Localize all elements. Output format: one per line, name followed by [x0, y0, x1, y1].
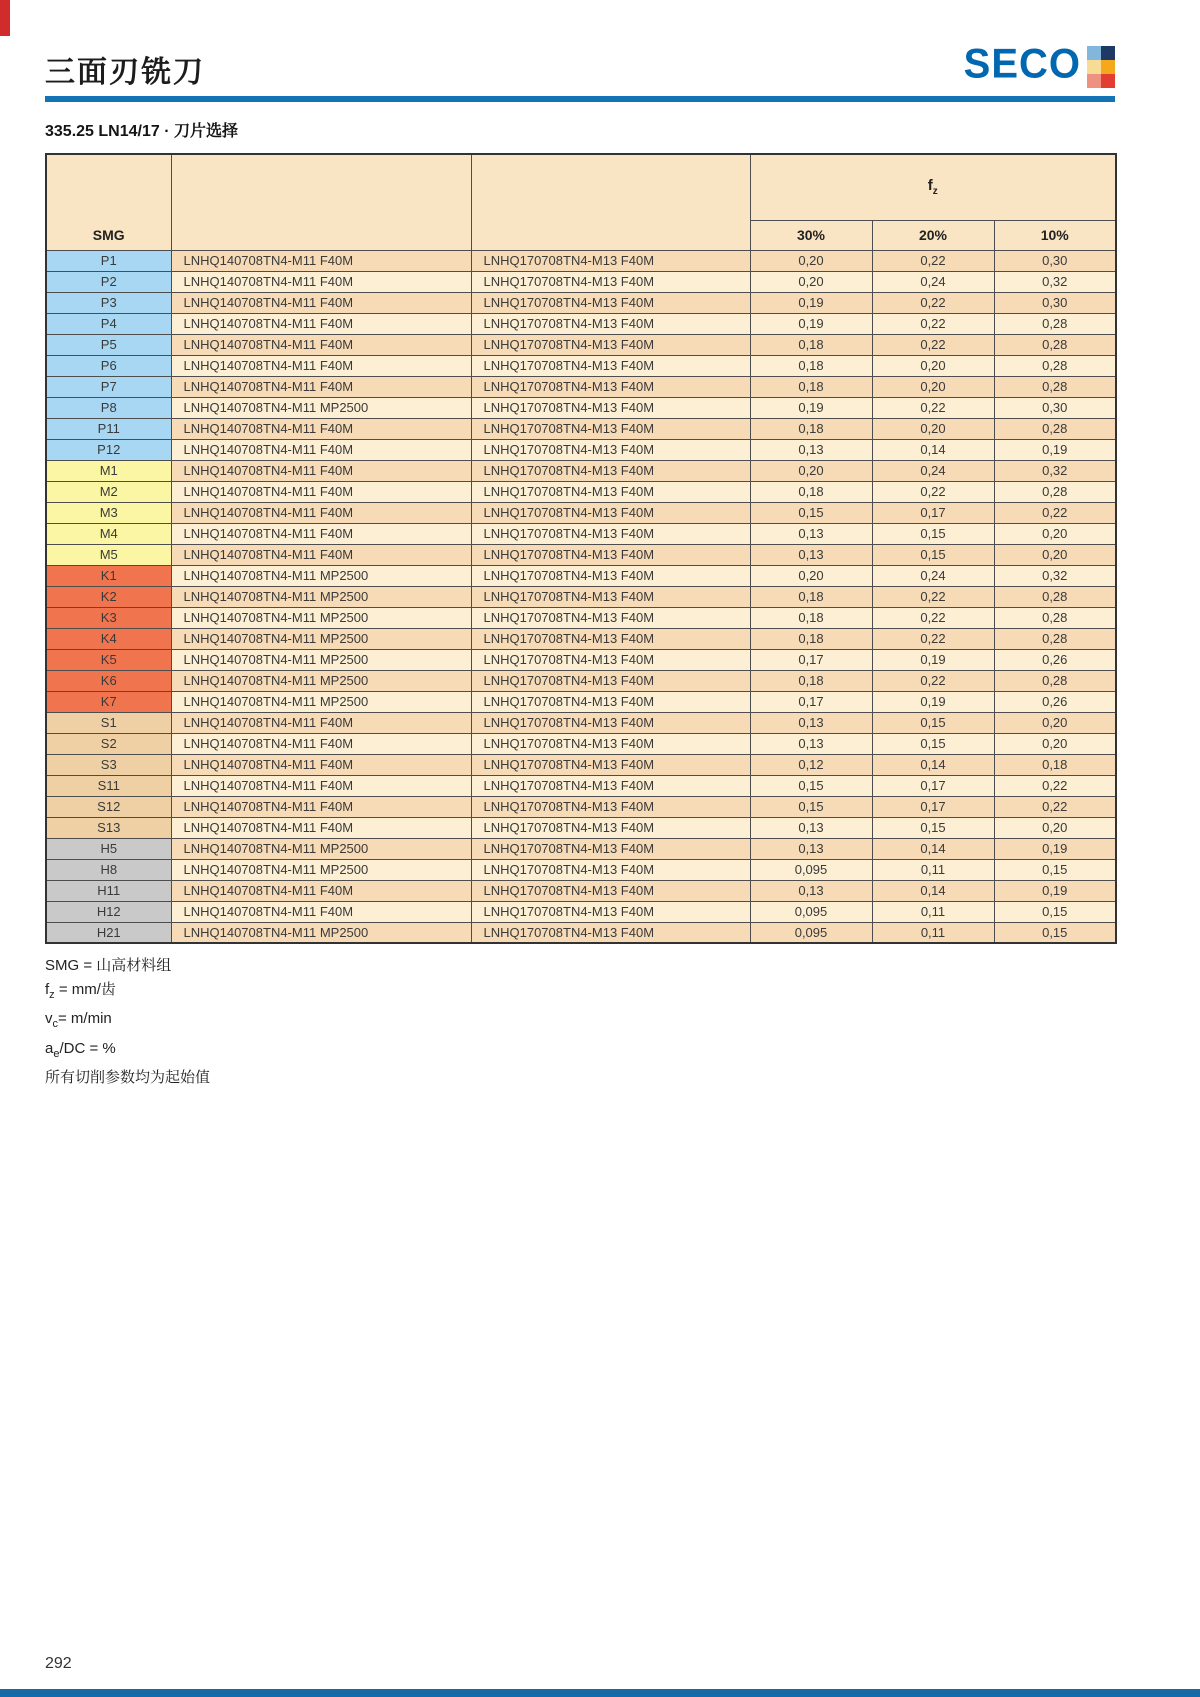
fz30-cell: 0,18	[750, 628, 872, 649]
table-row	[46, 250, 1116, 271]
fz10-cell: 0,28	[994, 670, 1116, 691]
insert2-cell: LNHQ170708TN4-M13 F40M	[471, 880, 750, 901]
smg-cell: H21	[46, 922, 171, 943]
fz30-cell: 0,18	[750, 334, 872, 355]
smg-cell: H11	[46, 880, 171, 901]
table-row	[46, 733, 1116, 754]
fz20-cell: 0,24	[872, 271, 994, 292]
fz20-cell: 0,17	[872, 502, 994, 523]
table-row	[46, 334, 1116, 355]
footnote-text: f	[45, 980, 50, 998]
fz10-cell: 0,28	[994, 628, 1116, 649]
logo-square	[1101, 60, 1115, 74]
insert2-cell: LNHQ170708TN4-M13 F40M	[471, 334, 750, 355]
smg-cell: P1	[46, 250, 171, 271]
smg-cell: P7	[46, 376, 171, 397]
insert2-cell: LNHQ170708TN4-M13 F40M	[471, 922, 750, 943]
fz20-cell: 0,15	[872, 817, 994, 838]
fz20-cell: 0,22	[872, 334, 994, 355]
insert2-cell: LNHQ170708TN4-M13 F40M	[471, 355, 750, 376]
smg-cell: S12	[46, 796, 171, 817]
insert1-cell: LNHQ140708TN4-M11 MP2500	[171, 691, 471, 712]
insert1-cell: LNHQ140708TN4-M11 MP2500	[171, 922, 471, 943]
fz20-cell: 0,22	[872, 628, 994, 649]
insert2-cell: LNHQ170708TN4-M13 F40M	[471, 439, 750, 460]
fz30-cell: 0,18	[750, 607, 872, 628]
section-title: 335.25 LN14/17 · 刀片选择	[45, 123, 238, 140]
footnote-subscript: z	[49, 988, 55, 1001]
fz30-cell: 0,15	[750, 775, 872, 796]
fz20-cell: 0,24	[872, 565, 994, 586]
insert2-cell: LNHQ170708TN4-M13 F40M	[471, 838, 750, 859]
insert2-cell: LNHQ170708TN4-M13 F40M	[471, 901, 750, 922]
table-row	[46, 502, 1116, 523]
insert2-cell: LNHQ170708TN4-M13 F40M	[471, 544, 750, 565]
fz10-cell: 0,32	[994, 565, 1116, 586]
table-row	[46, 439, 1116, 460]
smg-cell: M1	[46, 460, 171, 481]
insert2-cell: LNHQ170708TN4-M13 F40M	[471, 250, 750, 271]
logo-square	[1087, 60, 1101, 74]
smg-cell: K1	[46, 565, 171, 586]
col-header-20pct: 20%	[872, 220, 994, 250]
col-header-insert2	[471, 154, 750, 250]
table-body	[46, 250, 1116, 943]
smg-cell: K7	[46, 691, 171, 712]
table-row	[46, 292, 1116, 313]
insert2-cell: LNHQ170708TN4-M13 F40M	[471, 418, 750, 439]
smg-cell: M5	[46, 544, 171, 565]
fz10-cell: 0,19	[994, 439, 1116, 460]
fz10-cell: 0,20	[994, 523, 1116, 544]
insert2-cell: LNHQ170708TN4-M13 F40M	[471, 481, 750, 502]
fz10-cell: 0,20	[994, 733, 1116, 754]
table-row	[46, 670, 1116, 691]
insert2-cell: LNHQ170708TN4-M13 F40M	[471, 712, 750, 733]
fz30-cell: 0,18	[750, 670, 872, 691]
insert1-cell: LNHQ140708TN4-M11 F40M	[171, 376, 471, 397]
logo-square	[1101, 74, 1115, 88]
col-group-header-fz	[750, 154, 1116, 220]
insert1-cell: LNHQ140708TN4-M11 MP2500	[171, 649, 471, 670]
footnote-text: 所有切削参数均为起始值	[45, 1069, 211, 1086]
insert2-cell: LNHQ170708TN4-M13 F40M	[471, 859, 750, 880]
footnote-text: v	[45, 1010, 53, 1027]
insert1-cell: LNHQ140708TN4-M11 F40M	[171, 754, 471, 775]
footnote-line	[45, 978, 1115, 1008]
fz20-cell: 0,20	[872, 355, 994, 376]
table-row	[46, 481, 1116, 502]
fz20-cell: 0,11	[872, 901, 994, 922]
fz30-cell: 0,17	[750, 691, 872, 712]
fz10-cell: 0,28	[994, 586, 1116, 607]
fz20-cell: 0,22	[872, 607, 994, 628]
fz10-cell: 0,20	[994, 817, 1116, 838]
insert2-cell: LNHQ170708TN4-M13 F40M	[471, 313, 750, 334]
smg-cell: P3	[46, 292, 171, 313]
insert1-cell: LNHQ140708TN4-M11 F40M	[171, 523, 471, 544]
insert2-cell: LNHQ170708TN4-M13 F40M	[471, 586, 750, 607]
insert2-cell: LNHQ170708TN4-M13 F40M	[471, 376, 750, 397]
table-row	[46, 460, 1116, 481]
fz30-cell: 0,15	[750, 796, 872, 817]
smg-cell: K4	[46, 628, 171, 649]
footnote-line	[45, 954, 1115, 978]
insert1-cell: LNHQ140708TN4-M11 MP2500	[171, 859, 471, 880]
insert1-cell: LNHQ140708TN4-M11 MP2500	[171, 628, 471, 649]
table-row	[46, 523, 1116, 544]
fz20-cell: 0,17	[872, 796, 994, 817]
smg-cell: K6	[46, 670, 171, 691]
table-row	[46, 838, 1116, 859]
insert1-cell: LNHQ140708TN4-M11 F40M	[171, 712, 471, 733]
insert1-cell: LNHQ140708TN4-M11 F40M	[171, 250, 471, 271]
fz10-cell: 0,22	[994, 775, 1116, 796]
fz20-cell: 0,22	[872, 670, 994, 691]
fz10-cell: 0,15	[994, 859, 1116, 880]
fz20-cell: 0,22	[872, 586, 994, 607]
smg-cell: S2	[46, 733, 171, 754]
table-row	[46, 607, 1116, 628]
table-row	[46, 796, 1116, 817]
insert2-cell: LNHQ170708TN4-M13 F40M	[471, 502, 750, 523]
table-row	[46, 397, 1116, 418]
fz30-cell: 0,13	[750, 439, 872, 460]
insert1-cell: LNHQ140708TN4-M11 MP2500	[171, 565, 471, 586]
insert1-cell: LNHQ140708TN4-M11 F40M	[171, 313, 471, 334]
table-row	[46, 586, 1116, 607]
footnote-subscript: c	[52, 1018, 58, 1030]
fz10-cell: 0,19	[994, 880, 1116, 901]
bottom-bar	[0, 1689, 1200, 1697]
fz20-cell: 0,20	[872, 418, 994, 439]
fz30-cell: 0,095	[750, 859, 872, 880]
fz30-cell: 0,095	[750, 922, 872, 943]
insert1-cell: LNHQ140708TN4-M11 F40M	[171, 817, 471, 838]
insert1-cell: LNHQ140708TN4-M11 MP2500	[171, 838, 471, 859]
footnote-text: /DC = %	[59, 1039, 116, 1057]
page-number: 292	[45, 1655, 72, 1672]
insert1-cell: LNHQ140708TN4-M11 F40M	[171, 796, 471, 817]
insert1-cell: LNHQ140708TN4-M11 F40M	[171, 544, 471, 565]
fz10-cell: 0,28	[994, 607, 1116, 628]
fz10-cell: 0,19	[994, 838, 1116, 859]
fz30-cell: 0,13	[750, 733, 872, 754]
table-row	[46, 817, 1116, 838]
fz10-cell: 0,28	[994, 376, 1116, 397]
fz30-cell: 0,13	[750, 817, 872, 838]
fz30-cell: 0,20	[750, 250, 872, 271]
fz20-cell: 0,19	[872, 649, 994, 670]
fz-symbol: f	[927, 177, 933, 195]
fz10-cell: 0,22	[994, 796, 1116, 817]
fz30-cell: 0,13	[750, 880, 872, 901]
col-header-10pct: 10%	[994, 220, 1116, 250]
insert2-cell: LNHQ170708TN4-M13 F40M	[471, 796, 750, 817]
fz20-cell: 0,14	[872, 838, 994, 859]
insert1-cell: LNHQ140708TN4-M11 F40M	[171, 880, 471, 901]
insert2-cell: LNHQ170708TN4-M13 F40M	[471, 460, 750, 481]
fz-subscript: z	[932, 186, 938, 198]
insert1-cell: LNHQ140708TN4-M11 F40M	[171, 355, 471, 376]
footnote-line	[45, 1037, 1115, 1067]
footnote-text: = m/min	[58, 1010, 112, 1027]
fz30-cell: 0,13	[750, 838, 872, 859]
footnote-line	[45, 1066, 1115, 1090]
footnote-text: = mm/齿	[54, 980, 116, 998]
fz20-cell: 0,14	[872, 880, 994, 901]
smg-cell: S1	[46, 712, 171, 733]
fz20-cell: 0,14	[872, 439, 994, 460]
smg-cell: H5	[46, 838, 171, 859]
fz10-cell: 0,18	[994, 754, 1116, 775]
footnote-subscript: e	[53, 1047, 60, 1060]
insert-selection-table	[45, 153, 1117, 944]
fz20-cell: 0,22	[872, 481, 994, 502]
insert1-cell: LNHQ140708TN4-M11 F40M	[171, 271, 471, 292]
insert1-cell: LNHQ140708TN4-M11 F40M	[171, 334, 471, 355]
page-header	[45, 36, 1115, 88]
fz30-cell: 0,095	[750, 901, 872, 922]
fz30-cell: 0,20	[750, 460, 872, 481]
insert1-cell: LNHQ140708TN4-M11 MP2500	[171, 607, 471, 628]
table-row	[46, 901, 1116, 922]
fz30-cell: 0,15	[750, 502, 872, 523]
smg-cell: S11	[46, 775, 171, 796]
smg-cell: P5	[46, 334, 171, 355]
col-header-30pct: 30%	[750, 220, 872, 250]
insert2-cell: LNHQ170708TN4-M13 F40M	[471, 292, 750, 313]
insert2-cell: LNHQ170708TN4-M13 F40M	[471, 670, 750, 691]
fz10-cell: 0,28	[994, 313, 1116, 334]
fz10-cell: 0,28	[994, 481, 1116, 502]
fz30-cell: 0,19	[750, 397, 872, 418]
insert2-cell: LNHQ170708TN4-M13 F40M	[471, 523, 750, 544]
table-row	[46, 271, 1116, 292]
page-corner-tab	[0, 0, 10, 36]
insert1-cell: LNHQ140708TN4-M11 F40M	[171, 292, 471, 313]
smg-cell: P2	[46, 271, 171, 292]
fz20-cell: 0,19	[872, 691, 994, 712]
seco-logo-squares-icon	[1087, 46, 1115, 88]
fz30-cell: 0,13	[750, 544, 872, 565]
table-row	[46, 649, 1116, 670]
fz30-cell: 0,18	[750, 418, 872, 439]
insert1-cell: LNHQ140708TN4-M11 F40M	[171, 439, 471, 460]
fz20-cell: 0,24	[872, 460, 994, 481]
smg-cell: K5	[46, 649, 171, 670]
smg-cell: P4	[46, 313, 171, 334]
fz10-cell: 0,30	[994, 397, 1116, 418]
table-header	[46, 154, 1116, 250]
smg-cell: H8	[46, 859, 171, 880]
table-row	[46, 565, 1116, 586]
fz30-cell: 0,20	[750, 271, 872, 292]
fz10-cell: 0,32	[994, 460, 1116, 481]
fz10-cell: 0,30	[994, 250, 1116, 271]
table-row	[46, 880, 1116, 901]
footnote-line	[45, 1007, 1115, 1037]
insert2-cell: LNHQ170708TN4-M13 F40M	[471, 649, 750, 670]
fz10-cell: 0,26	[994, 649, 1116, 670]
insert2-cell: LNHQ170708TN4-M13 F40M	[471, 691, 750, 712]
fz10-cell: 0,30	[994, 292, 1116, 313]
fz10-cell: 0,15	[994, 901, 1116, 922]
smg-cell: P6	[46, 355, 171, 376]
insert1-cell: LNHQ140708TN4-M11 F40M	[171, 502, 471, 523]
insert1-cell: LNHQ140708TN4-M11 F40M	[171, 460, 471, 481]
fz20-cell: 0,20	[872, 376, 994, 397]
fz30-cell: 0,13	[750, 523, 872, 544]
col-header-insert1	[171, 154, 471, 250]
table-row	[46, 691, 1116, 712]
table-row	[46, 775, 1116, 796]
fz30-cell: 0,17	[750, 649, 872, 670]
fz10-cell: 0,20	[994, 712, 1116, 733]
fz10-cell: 0,32	[994, 271, 1116, 292]
insert2-cell: LNHQ170708TN4-M13 F40M	[471, 754, 750, 775]
fz30-cell: 0,18	[750, 376, 872, 397]
smg-cell: K3	[46, 607, 171, 628]
seco-brand-logo	[963, 40, 1115, 88]
fz20-cell: 0,14	[872, 754, 994, 775]
insert1-cell: LNHQ140708TN4-M11 F40M	[171, 775, 471, 796]
insert2-cell: LNHQ170708TN4-M13 F40M	[471, 565, 750, 586]
fz20-cell: 0,15	[872, 544, 994, 565]
table-row	[46, 313, 1116, 334]
logo-square	[1087, 46, 1101, 60]
smg-cell: P8	[46, 397, 171, 418]
footnotes	[45, 954, 1115, 1090]
smg-cell: M2	[46, 481, 171, 502]
insert1-cell: LNHQ140708TN4-M11 F40M	[171, 733, 471, 754]
col-header-smg: SMG	[46, 154, 171, 250]
insert2-cell: LNHQ170708TN4-M13 F40M	[471, 817, 750, 838]
table-row	[46, 922, 1116, 943]
smg-cell: S3	[46, 754, 171, 775]
fz10-cell: 0,15	[994, 922, 1116, 943]
insert1-cell: LNHQ140708TN4-M11 MP2500	[171, 397, 471, 418]
header-rule	[45, 96, 1115, 102]
fz30-cell: 0,18	[750, 481, 872, 502]
fz20-cell: 0,15	[872, 733, 994, 754]
insert2-cell: LNHQ170708TN4-M13 F40M	[471, 733, 750, 754]
fz20-cell: 0,17	[872, 775, 994, 796]
insert2-cell: LNHQ170708TN4-M13 F40M	[471, 271, 750, 292]
insert2-cell: LNHQ170708TN4-M13 F40M	[471, 628, 750, 649]
insert1-cell: LNHQ140708TN4-M11 MP2500	[171, 670, 471, 691]
insert2-cell: LNHQ170708TN4-M13 F40M	[471, 775, 750, 796]
smg-cell: M4	[46, 523, 171, 544]
fz30-cell: 0,19	[750, 292, 872, 313]
smg-cell: H12	[46, 901, 171, 922]
fz20-cell: 0,15	[872, 523, 994, 544]
table-row	[46, 544, 1116, 565]
insert2-cell: LNHQ170708TN4-M13 F40M	[471, 607, 750, 628]
seco-wordmark: SECO	[963, 40, 1081, 88]
fz10-cell: 0,28	[994, 355, 1116, 376]
fz20-cell: 0,11	[872, 859, 994, 880]
fz20-cell: 0,22	[872, 250, 994, 271]
fz30-cell: 0,18	[750, 586, 872, 607]
insert1-cell: LNHQ140708TN4-M11 F40M	[171, 481, 471, 502]
insert1-cell: LNHQ140708TN4-M11 F40M	[171, 418, 471, 439]
fz20-cell: 0,22	[872, 313, 994, 334]
smg-cell: K2	[46, 586, 171, 607]
fz10-cell: 0,20	[994, 544, 1116, 565]
fz10-cell: 0,28	[994, 418, 1116, 439]
insert1-cell: LNHQ140708TN4-M11 MP2500	[171, 586, 471, 607]
table-row	[46, 355, 1116, 376]
logo-square	[1087, 74, 1101, 88]
fz20-cell: 0,15	[872, 712, 994, 733]
table-row	[46, 628, 1116, 649]
fz10-cell: 0,26	[994, 691, 1116, 712]
fz20-cell: 0,22	[872, 397, 994, 418]
footnote-text: SMG = 山高材料组	[45, 957, 172, 974]
fz20-cell: 0,11	[872, 922, 994, 943]
fz30-cell: 0,12	[750, 754, 872, 775]
table-row	[46, 376, 1116, 397]
fz30-cell: 0,18	[750, 355, 872, 376]
page-title: 三面刃铣刀	[45, 55, 205, 90]
fz30-cell: 0,13	[750, 712, 872, 733]
smg-cell: M3	[46, 502, 171, 523]
footnote-text: a	[45, 1039, 54, 1057]
fz10-cell: 0,22	[994, 502, 1116, 523]
fz10-cell: 0,28	[994, 334, 1116, 355]
fz20-cell: 0,22	[872, 292, 994, 313]
smg-cell: S13	[46, 817, 171, 838]
table-row	[46, 859, 1116, 880]
table-row	[46, 418, 1116, 439]
logo-square	[1101, 46, 1115, 60]
fz30-cell: 0,20	[750, 565, 872, 586]
insert1-cell: LNHQ140708TN4-M11 F40M	[171, 901, 471, 922]
smg-cell: P11	[46, 418, 171, 439]
fz30-cell: 0,19	[750, 313, 872, 334]
insert2-cell: LNHQ170708TN4-M13 F40M	[471, 397, 750, 418]
table-row	[46, 754, 1116, 775]
table-row	[46, 712, 1116, 733]
smg-cell: P12	[46, 439, 171, 460]
